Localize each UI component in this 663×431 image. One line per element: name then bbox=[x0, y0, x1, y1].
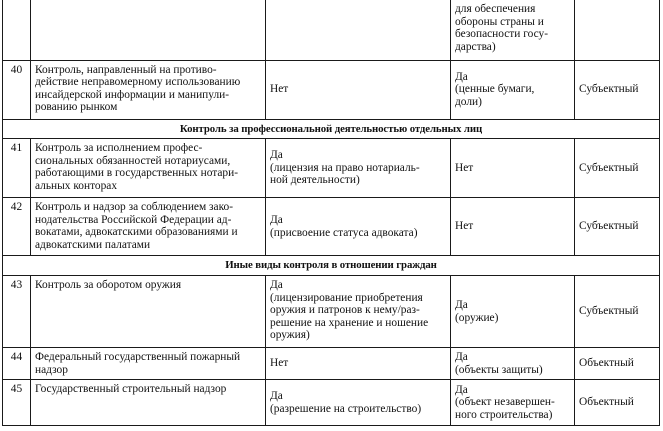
text-line: (ценные бумаги, bbox=[455, 83, 535, 96]
cell-num: 40 bbox=[3, 60, 31, 119]
text-line: Контроль за исполнением профес- bbox=[35, 142, 203, 155]
text-line: Да bbox=[270, 214, 283, 226]
cell-num bbox=[3, 0, 31, 60]
text-line: безопасности госу- bbox=[455, 28, 548, 41]
cell-type: Субъектный bbox=[575, 198, 660, 256]
cell-num: 43 bbox=[3, 276, 31, 348]
text-line: альных конторах bbox=[35, 179, 118, 192]
text-line: Нет bbox=[455, 161, 474, 174]
table-row bbox=[3, 60, 660, 119]
cell-description bbox=[31, 198, 266, 256]
text-line: адвокатскими палатами bbox=[35, 238, 151, 251]
text-line: доли) bbox=[455, 95, 482, 108]
table-row bbox=[3, 276, 660, 348]
cell-type: Объектный bbox=[575, 348, 660, 380]
text-line: (оружие) bbox=[455, 311, 499, 324]
text-line: Нет bbox=[270, 83, 289, 96]
text-line: (лицензия на право нотариаль- bbox=[270, 161, 420, 174]
cell-col4 bbox=[451, 276, 575, 348]
text-line: Федеральный государственный пожарный bbox=[35, 351, 241, 364]
text-line: оружия и патронов к нему/раз- bbox=[270, 304, 420, 317]
cell-col4 bbox=[451, 380, 575, 426]
cell-type: Объектный bbox=[575, 380, 660, 426]
cell-col4 bbox=[451, 60, 575, 119]
text-line: (объект незавершен- bbox=[455, 396, 555, 409]
cell-col3 bbox=[266, 139, 451, 198]
cell-col4 bbox=[451, 0, 575, 60]
text-line: Да bbox=[270, 149, 283, 162]
text-line: сиональных обязанностей нотариусами, bbox=[35, 154, 231, 167]
cell-col3 bbox=[266, 198, 451, 256]
text-line: (разрешение на строительство) bbox=[270, 402, 422, 415]
cell-col3 bbox=[266, 348, 451, 380]
text-line: инсайдерской информации и манипули- bbox=[35, 88, 230, 101]
text-line: ной деятельности) bbox=[270, 174, 360, 187]
text-line: дарства) bbox=[455, 40, 496, 53]
cell-description bbox=[31, 276, 266, 348]
table-row bbox=[3, 348, 660, 380]
cell-description bbox=[31, 380, 266, 426]
text-line: действие неправомерному использованию bbox=[35, 76, 241, 89]
text-line: Контроль и надзор за соблюдением зако- bbox=[35, 201, 234, 214]
text-line: Контроль, направленный на противо- bbox=[35, 63, 217, 76]
cell-description bbox=[31, 60, 266, 119]
cell-num: 44 bbox=[3, 348, 31, 380]
cell-col3 bbox=[266, 276, 451, 348]
section-title: Контроль за профессиональной деятельностью отдельных лиц bbox=[3, 119, 660, 139]
text-line: Государственный строительный надзор bbox=[35, 383, 227, 396]
text-line: (присвоение статуса адвоката) bbox=[270, 226, 418, 239]
cell-description bbox=[31, 0, 266, 60]
text-line: рованию рынком bbox=[35, 101, 118, 114]
cell-col3 bbox=[266, 380, 451, 426]
cell-num: 41 bbox=[3, 139, 31, 198]
cell-num: 42 bbox=[3, 198, 31, 256]
text-line: Да bbox=[455, 70, 468, 83]
cell-num: 45 bbox=[3, 380, 31, 426]
text-line: Да bbox=[455, 351, 468, 363]
text-line: для обеспечения bbox=[455, 3, 536, 15]
text-line: ного строительства) bbox=[455, 408, 553, 421]
cell-col3 bbox=[266, 0, 451, 60]
text-line: Да bbox=[455, 299, 468, 311]
text-line: Нет bbox=[455, 220, 474, 233]
cell-type: Субъектный bbox=[575, 276, 660, 348]
cell-type bbox=[575, 0, 660, 60]
section-header-row bbox=[3, 256, 660, 276]
cell-description bbox=[31, 139, 266, 198]
text-line: обороны страны и bbox=[455, 15, 544, 28]
cell-description bbox=[31, 348, 266, 380]
section-header-row bbox=[3, 119, 660, 139]
text-line: Нет bbox=[270, 357, 289, 370]
cell-type: Субъектный bbox=[575, 60, 660, 119]
control-types-table bbox=[2, 0, 660, 426]
text-line: Да bbox=[455, 383, 468, 396]
table-row bbox=[3, 380, 660, 426]
cell-col4 bbox=[451, 198, 575, 256]
cell-col4 bbox=[451, 139, 575, 198]
text-line: Контроль за оборотом оружия bbox=[35, 279, 182, 292]
table-row bbox=[3, 139, 660, 198]
text-line: нодательства Российской Федерации ад- bbox=[35, 213, 232, 226]
text-line: работающими в государственных нотари- bbox=[35, 167, 239, 180]
cell-type: Субъектный bbox=[575, 139, 660, 198]
table-row bbox=[3, 198, 660, 256]
table-row-continuation bbox=[3, 0, 660, 60]
text-line: (объекты защиты) bbox=[455, 363, 543, 376]
text-line: решение на хранение и ношение bbox=[270, 316, 429, 329]
text-line: Да bbox=[270, 279, 283, 292]
text-line: оружия) bbox=[270, 329, 310, 342]
text-line: (лицензирование приобретения bbox=[270, 291, 423, 304]
text-line: надзор bbox=[35, 363, 68, 376]
cell-col4 bbox=[451, 348, 575, 380]
cell-col3 bbox=[266, 60, 451, 119]
section-title: Иные виды контроля в отношении граждан bbox=[3, 256, 660, 276]
text-line: вокатами, адвокатскими образованиями и bbox=[35, 226, 238, 239]
text-line: Да bbox=[270, 390, 283, 402]
